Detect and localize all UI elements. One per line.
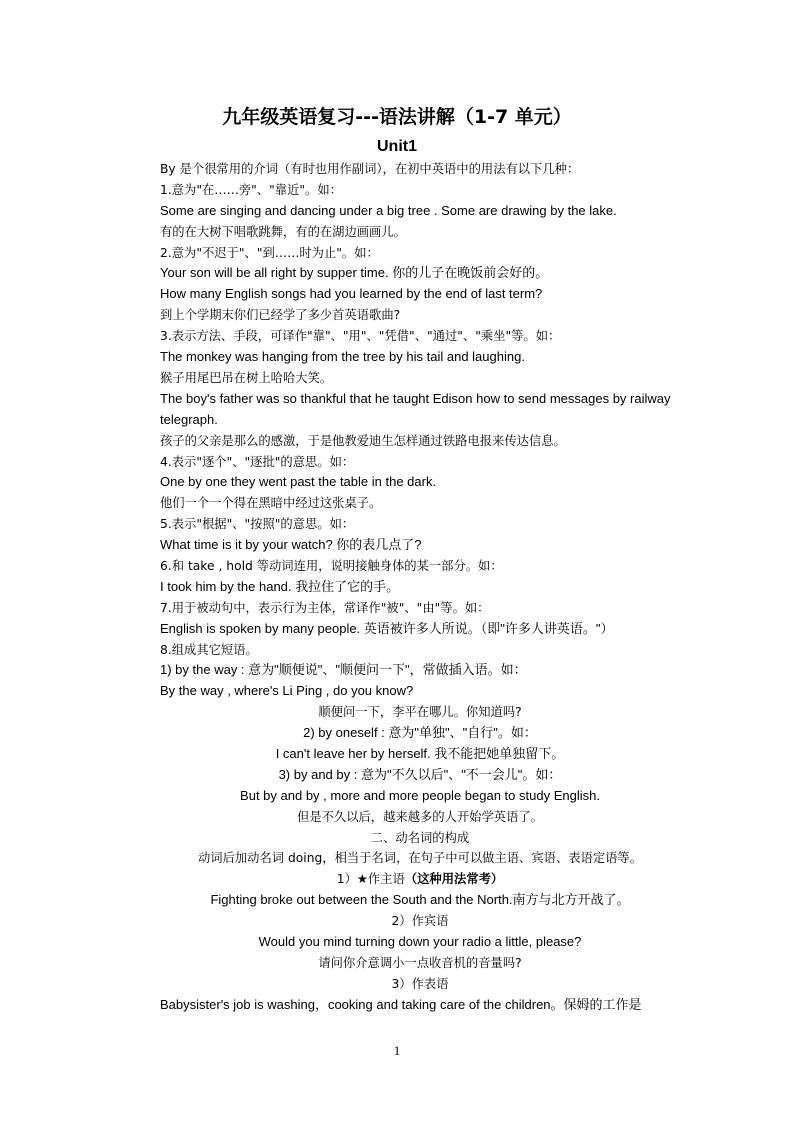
example-sentence: But by and by , more and more people began to study English. [240, 787, 600, 803]
paragraph-line: 2.意为"不迟于"、"到……时为止"。如： [160, 245, 379, 260]
example-sentence: By the way , where's Li Ping , do you know? [160, 683, 414, 699]
translation-line: 到上个学期末你们已经学了多少首英语歌曲? [160, 308, 401, 323]
translation-line: 猴子用尾巴吊在树上哈哈大笑。 [160, 370, 333, 385]
subheading-line: 3）作表语 [391, 976, 449, 991]
translation-line: 孩子的父亲是那么的感激，于是他教爱迪生怎样通过铁路电报来传达信息。 [160, 433, 566, 448]
section-heading: 二、动名词的构成 [370, 830, 470, 845]
unit-heading: Unit1 [377, 138, 417, 155]
example-sentence: What time is it by your watch? 你的表几点了? [160, 537, 422, 553]
translation-line: 但是不久以后，越来越多的人开始学英语了。 [297, 809, 543, 824]
paragraph-line: 8.组成其它短语。 [160, 642, 258, 657]
document-title: 九年级英语复习---语法讲解（1-7 单元） [222, 106, 572, 128]
example-sentence: Fighting broke out between the South and the North.南方与北方开战了。 [210, 892, 630, 908]
paragraph-line: 动词后加动名词 doing，相当于名词，在句子中可以做主语、宾语、表语定语等。 [197, 851, 643, 866]
translation-line: 有的在大树下唱歌跳舞，有的在湖边画画儿。 [160, 224, 406, 239]
translation-line: 请问你介意调小一点收音机的音量吗? [318, 955, 522, 970]
example-sentence: Babysister's job is washing，cooking and taking care of the children。保姆的工作是 [160, 996, 642, 1012]
example-sentence: Some are singing and dancing under a big tree . Some are drawing by the lake. [160, 202, 617, 218]
paragraph-line: 3) by and by : 意为"不久以后"、"不一会儿"。如： [278, 766, 562, 782]
example-sentence: One by one they went past the table in the dark. [160, 474, 437, 490]
paragraph-line: By 是个很常用的介词（有时也用作副词），在初中英语中的用法有以下几种： [160, 162, 580, 176]
example-sentence: I took him by the hand. 我拉住了它的手。 [160, 578, 400, 594]
subheading-line [160, 869, 680, 890]
subheading-text: 1）★作主语 [336, 872, 405, 887]
example-sentence: Would you mind turning down your radio a little, please? [258, 933, 582, 949]
document-body [160, 159, 680, 1016]
example-sentence: English is spoken by many people. 英语被许多人所说。（即"许多人讲英语。"） [160, 620, 614, 636]
subheading-line: 2）作宾语 [391, 914, 449, 929]
example-sentence: How many English songs had you learned by the end of last term? [160, 286, 543, 302]
paragraph-line: 2) by oneself : 意为"单独"、"自行"。如： [303, 725, 537, 741]
subheading-note: （这种用法常考） [404, 872, 504, 887]
paragraph-line: 6.和 take , hold 等动词连用，说明接触身体的某一部分。如： [160, 558, 503, 573]
example-sentence: The boy's father was so thankful that he taught Edison how to send messages by railway telegraph. [160, 390, 671, 427]
example-sentence: I can't leave her by herself. 我不能把她单独留下。 [275, 745, 565, 761]
example-sentence: The monkey was hanging from the tree by his tail and laughing. [160, 349, 525, 365]
translation-line: 他们一个一个得在黑暗中经过这张桌子。 [160, 496, 382, 511]
translation-line: 顺便问一下，李平在哪儿。你知道吗? [318, 705, 522, 720]
paragraph-line: 5.表示"根据"、"按照"的意思。如： [160, 517, 355, 532]
paragraph-line: 7.用于被动句中，表示行为主体，常译作"被"、"由"等。如： [160, 600, 490, 615]
example-sentence: Your son will be all right by supper time. 你的儿子在晚饭前会好的。 [160, 265, 549, 281]
paragraph-line: 4.表示"逐个"、"逐批"的意思。如： [160, 454, 355, 469]
page-number: 1 [393, 1043, 401, 1058]
paragraph-line: 1.意为"在……旁"、"靠近"。如： [160, 182, 342, 197]
paragraph-line: 1) by the way : 意为"顺便说"、"顺便问一下"，常做插入语。如： [160, 662, 527, 678]
paragraph-line: 3.表示方法、手段，可译作"靠"、"用"、"凭借"、"通过"、"乘坐"等。如： [160, 329, 561, 344]
